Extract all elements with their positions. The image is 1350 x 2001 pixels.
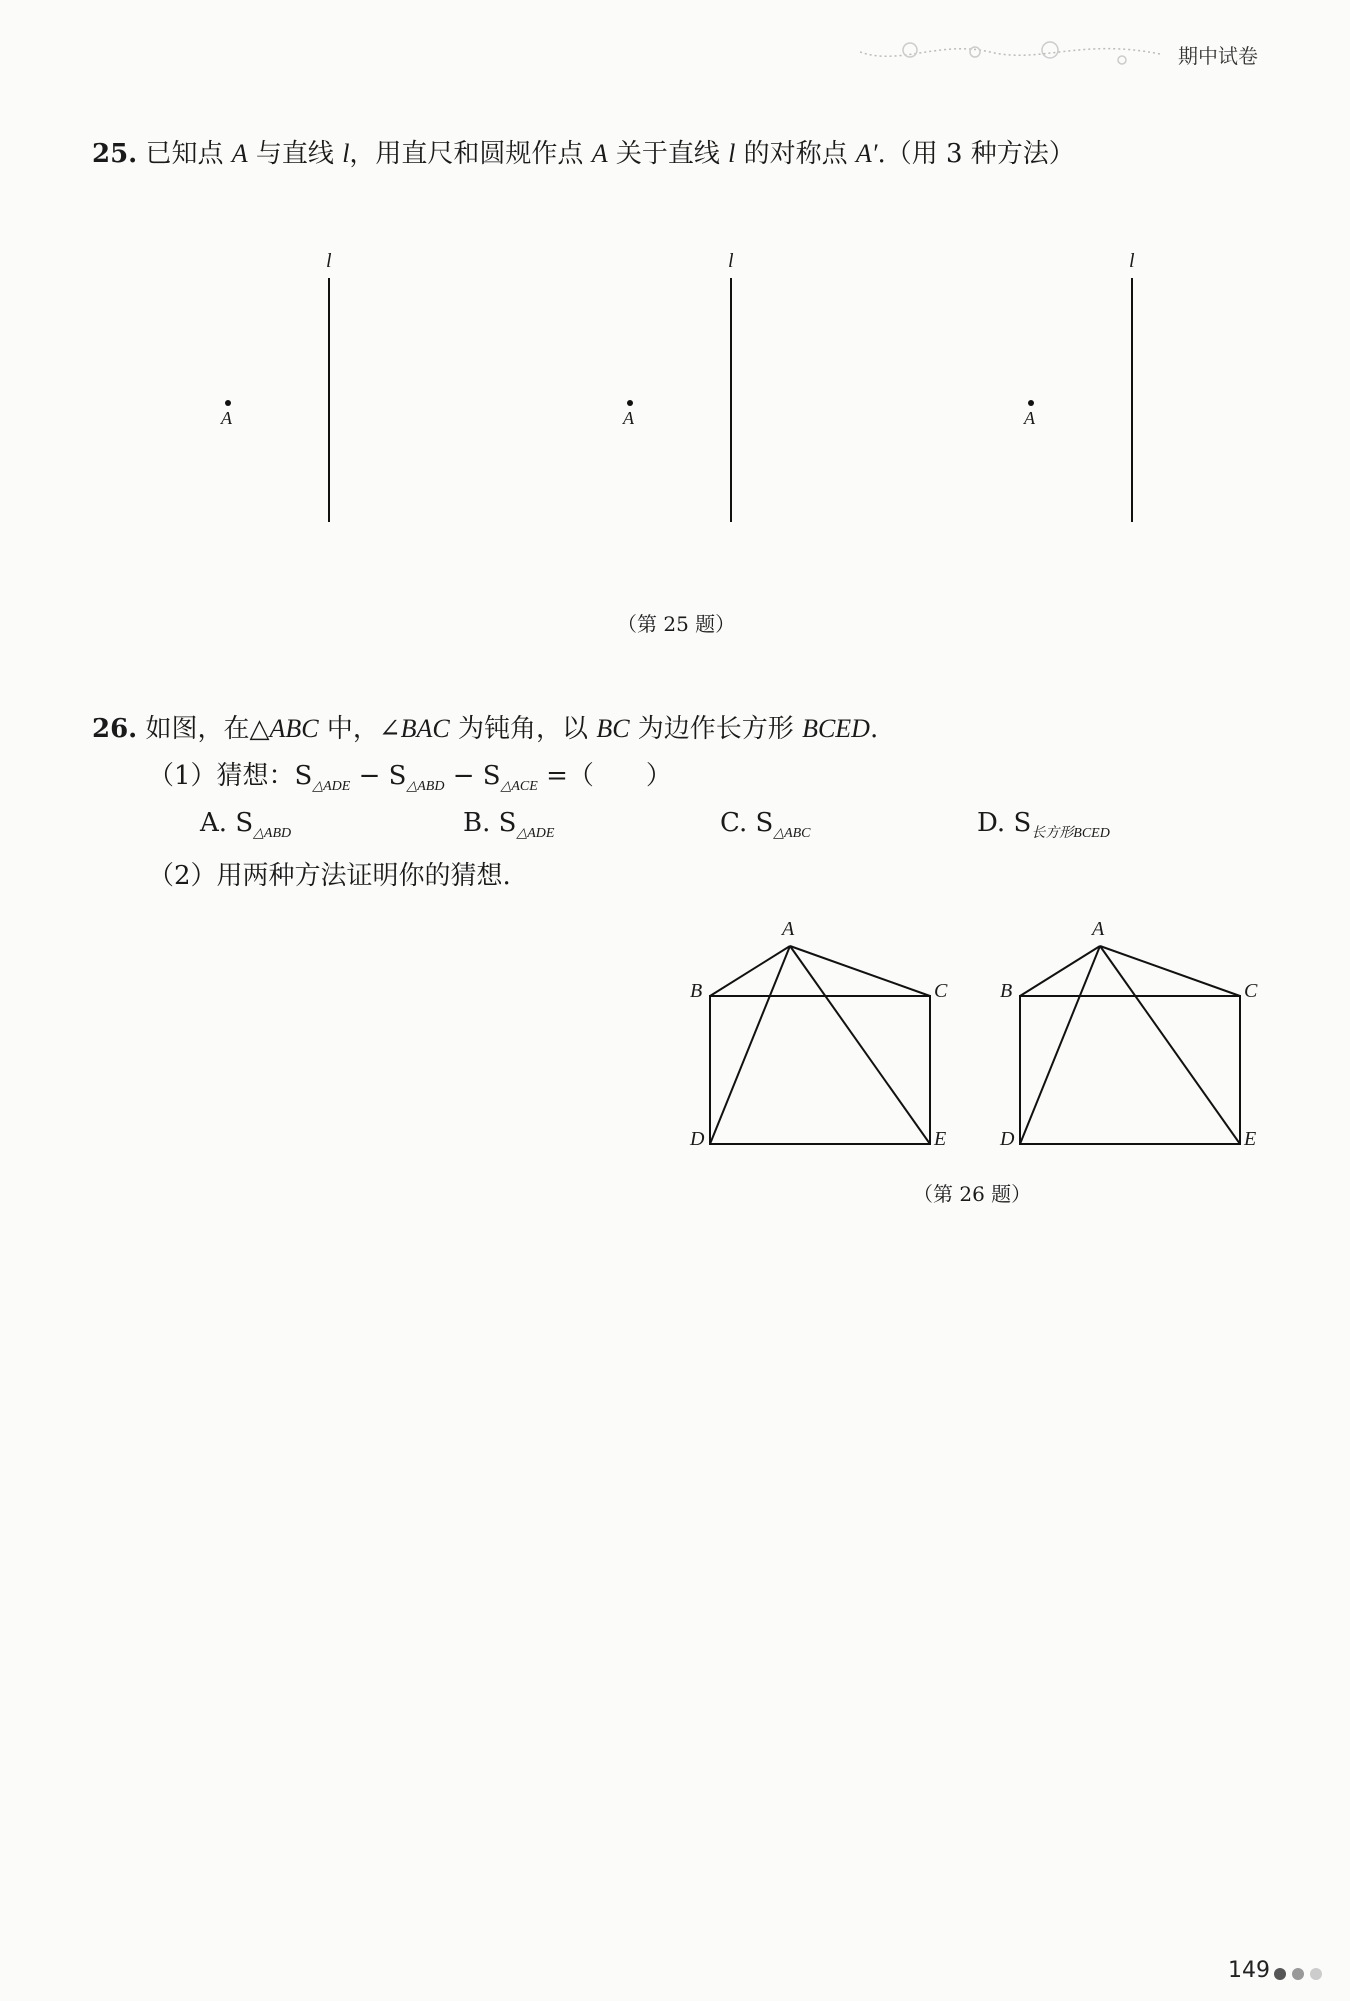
q26-figure bbox=[680, 920, 1300, 1160]
label-d: D bbox=[690, 1128, 705, 1150]
expr-sub: △ACE bbox=[500, 779, 538, 795]
q25-panel-3 bbox=[1028, 278, 1132, 522]
option-letter: B. bbox=[463, 808, 491, 838]
expr-op: − bbox=[350, 761, 389, 791]
header-decoration bbox=[860, 30, 1180, 70]
question-number: 26. bbox=[92, 714, 138, 744]
q25-text: .（用 3 种方法） bbox=[877, 139, 1075, 169]
page-dots-icon bbox=[1272, 1966, 1332, 1982]
option-s: S bbox=[755, 808, 774, 838]
label-b: B bbox=[1000, 980, 1013, 1002]
option-letter: A. bbox=[200, 808, 228, 838]
q25-point-a: A bbox=[591, 139, 608, 168]
label-l: l bbox=[728, 250, 734, 272]
q25-point-a: A bbox=[231, 139, 248, 168]
section-title: 期中试卷 bbox=[1178, 44, 1258, 68]
label-l: l bbox=[326, 250, 332, 272]
page-number: 149 bbox=[1228, 1958, 1270, 1983]
q25-point-a-prime: A′ bbox=[855, 139, 878, 168]
q25-text: ，用直尺和圆规作点 bbox=[349, 139, 592, 169]
point-a bbox=[1028, 400, 1034, 406]
label-e: E bbox=[1244, 1128, 1257, 1150]
q25-line-l: l bbox=[342, 139, 350, 168]
label-c: C bbox=[1244, 980, 1258, 1002]
q26-part2: （2）用两种方法证明你的猜想. bbox=[148, 861, 511, 891]
expr-s: S bbox=[482, 761, 501, 791]
expr-s: S bbox=[294, 761, 313, 791]
rectangle-bced bbox=[710, 996, 930, 1144]
segment-ad bbox=[1020, 946, 1100, 1144]
expr-sub: △ABD bbox=[406, 779, 445, 795]
q25-caption: （第 25 题） bbox=[617, 612, 736, 636]
point-a bbox=[627, 400, 633, 406]
option-letter: C. bbox=[720, 808, 748, 838]
option-c[interactable] bbox=[720, 807, 811, 850]
q26-angle: BAC bbox=[400, 714, 450, 743]
q26-part1 bbox=[148, 760, 672, 803]
expr-op: − bbox=[444, 761, 483, 791]
q26-triangle: ABC bbox=[269, 714, 319, 743]
q25-text: 与直线 bbox=[247, 139, 343, 169]
question-number: 25. bbox=[92, 139, 138, 169]
segment-ab bbox=[1020, 946, 1100, 996]
segment-ad bbox=[710, 946, 790, 1144]
segment-ae bbox=[790, 946, 930, 1144]
point-a bbox=[225, 400, 231, 406]
label-a: A bbox=[221, 408, 232, 428]
q26-panel-2 bbox=[1020, 946, 1240, 1144]
label-b: B bbox=[690, 980, 703, 1002]
rectangle-bced bbox=[1020, 996, 1240, 1144]
label-a: A bbox=[1092, 918, 1105, 940]
option-a[interactable] bbox=[200, 807, 291, 850]
q26-panel-1 bbox=[710, 946, 930, 1144]
question-26-text bbox=[92, 713, 878, 745]
expr-s: S bbox=[388, 761, 407, 791]
q25-panel-1 bbox=[225, 278, 329, 522]
q26-text: . bbox=[869, 714, 879, 744]
option-s: S bbox=[498, 808, 517, 838]
q25-text: 关于直线 bbox=[607, 139, 729, 169]
segment-ab bbox=[710, 946, 790, 996]
label-a: A bbox=[1024, 408, 1035, 428]
q26-side: BC bbox=[596, 714, 630, 743]
q25-figure bbox=[0, 240, 1350, 530]
label-c: C bbox=[934, 980, 948, 1002]
label-e: E bbox=[934, 1128, 947, 1150]
label-a: A bbox=[623, 408, 634, 428]
question-25-text bbox=[92, 138, 1075, 170]
q25-text: 已知点 bbox=[145, 139, 232, 169]
q25-text: 的对称点 bbox=[735, 139, 856, 169]
q26-text: 中，∠ bbox=[318, 714, 401, 744]
segment-ac bbox=[790, 946, 930, 996]
q26-part1-label: （1）猜想： bbox=[148, 761, 295, 791]
option-sub: △ABC bbox=[773, 826, 811, 842]
q26-rect: BCED bbox=[802, 714, 870, 743]
option-sub: △ADE bbox=[516, 826, 555, 842]
q26-caption: （第 26 题） bbox=[913, 1182, 1032, 1206]
expr-op: =（ ） bbox=[537, 761, 672, 791]
segment-ac bbox=[1100, 946, 1240, 996]
label-a: A bbox=[782, 918, 795, 940]
option-sub: 长方形BCED bbox=[1031, 826, 1110, 842]
expr-sub: △ADE bbox=[312, 779, 351, 795]
q26-text: 为边作长方形 bbox=[629, 714, 803, 744]
option-b[interactable] bbox=[463, 807, 554, 850]
q25-panel-2 bbox=[627, 278, 731, 522]
label-d: D bbox=[1000, 1128, 1015, 1150]
q26-text: 如图，在△ bbox=[145, 714, 270, 744]
option-s: S bbox=[1013, 808, 1032, 838]
option-d[interactable] bbox=[977, 807, 1110, 850]
segment-ae bbox=[1100, 946, 1240, 1144]
q26-text: 为钝角，以 bbox=[449, 714, 597, 744]
option-sub: △ABD bbox=[253, 826, 292, 842]
label-l: l bbox=[1129, 250, 1135, 272]
option-letter: D. bbox=[977, 808, 1006, 838]
option-s: S bbox=[235, 808, 254, 838]
q25-line-l: l bbox=[728, 139, 736, 168]
